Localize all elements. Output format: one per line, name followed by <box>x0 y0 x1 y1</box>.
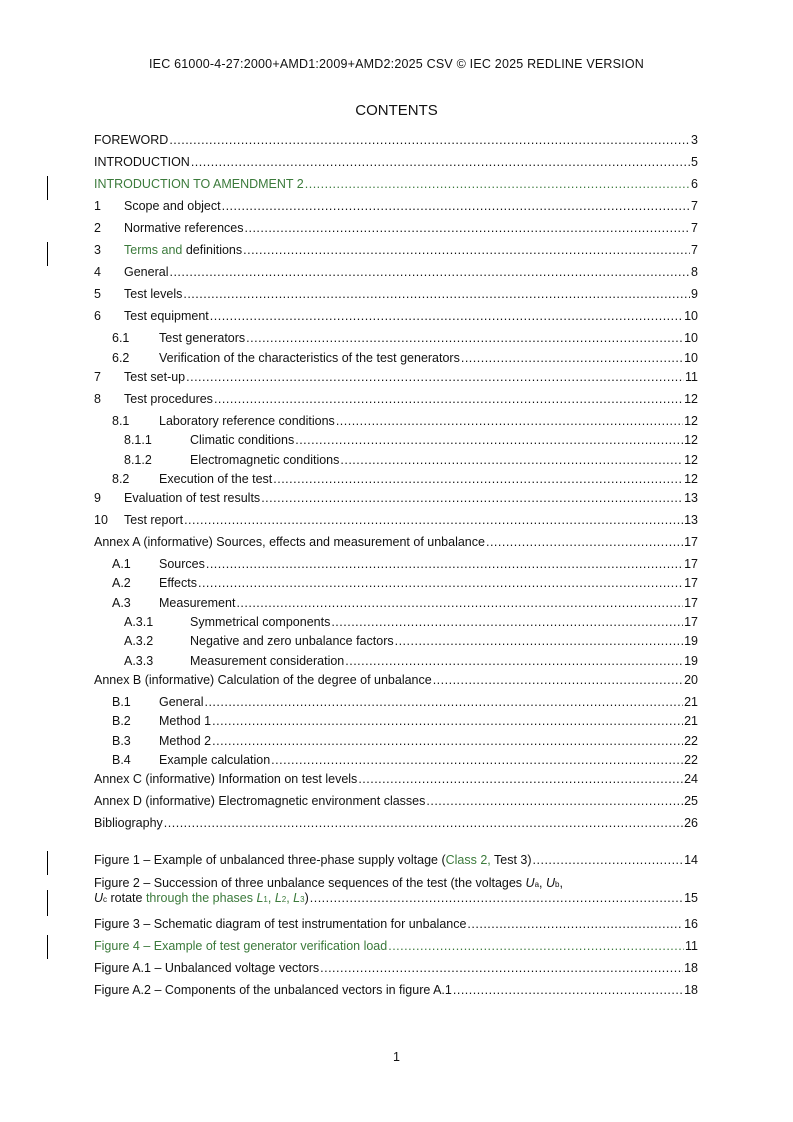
toc-entry-evaluation[interactable]: 9 Evaluation of test results ..... 13 <box>94 491 698 506</box>
toc-entry-electromagnetic[interactable]: 8.1.2 Electromagnetic conditions ..... 12 <box>94 453 698 468</box>
toc-entry-a31[interactable]: A.3.1 Symmetrical components ..... 17 <box>94 615 698 630</box>
change-bar <box>47 890 48 916</box>
toc-entry-terms-definitions[interactable]: 3 Terms and definitions ..... 7 <box>94 243 698 258</box>
toc-entry-normative-references[interactable]: 2 Normative references ..... 7 <box>94 221 698 236</box>
toc-entry-execution[interactable]: 8.2 Execution of the test ..... 12 <box>94 472 698 487</box>
toc-entry-b4[interactable]: B.4 Example calculation ..... 22 <box>94 753 698 768</box>
change-bar <box>47 851 48 875</box>
figure-entry-a2[interactable]: Figure A.2 – Components of the unbalanced vectors in figure A.1 ..... 18 <box>94 983 698 998</box>
toc-entry-general[interactable]: 4 General ..... 8 <box>94 265 698 280</box>
toc-entry-annex-a[interactable]: Annex A (informative) Sources, effects and measurement of unbalance ..... 17 <box>94 535 698 550</box>
toc-entry-b1[interactable]: B.1 General ..... 21 <box>94 695 698 710</box>
toc-entry-annex-b[interactable]: Annex B (informative) Calculation of the degree of unbalance ..... 20 <box>94 673 698 688</box>
figure-entry-3[interactable]: Figure 3 – Schematic diagram of test instrumentation for unbalance ..... 16 <box>94 917 698 932</box>
figure-entry-1[interactable]: Figure 1 – Example of unbalanced three-phase supply voltage ( Class 2, Test 3) ..... 14 <box>94 853 698 868</box>
toc-entry-annex-c[interactable]: Annex C (informative) Information on test levels ..... 24 <box>94 772 698 787</box>
toc-entry-scope[interactable]: 1 Scope and object ..... 7 <box>94 199 698 214</box>
document-header: IEC 61000-4-27:2000+AMD1:2009+AMD2:2025 CSV © IEC 2025 REDLINE VERSION <box>149 57 644 71</box>
toc-entry-verification[interactable]: 6.2 Verification of the characteristics of the test generators ..... 10 <box>94 351 698 366</box>
toc-entry-annex-d[interactable]: Annex D (informative) Electromagnetic environment classes ..... 25 <box>94 794 698 809</box>
toc-entry-introduction[interactable]: INTRODUCTION ..... 5 <box>94 155 698 170</box>
toc-entry-introduction-amendment-2[interactable]: INTRODUCTION TO AMENDMENT 2 ..... 6 <box>94 177 698 192</box>
figure-entry-2-line-2[interactable]: U c rotate through the phases L 1 , L 2 , L 3 ) ..... 15 <box>94 891 698 907</box>
toc-entry-b3[interactable]: B.3 Method 2 ..... 22 <box>94 734 698 749</box>
toc-entry-test-report[interactable]: 10 Test report ..... 13 <box>94 513 698 528</box>
toc-entry-bibliography[interactable]: Bibliography ..... 26 <box>94 816 698 831</box>
figure-entry-a1[interactable]: Figure A.1 – Unbalanced voltage vectors ..... 18 <box>94 961 698 976</box>
toc-entry-foreword[interactable]: FOREWORD ..... 3 <box>94 133 698 148</box>
change-bar <box>47 935 48 959</box>
page-number: 1 <box>393 1050 400 1064</box>
toc-entry-test-levels[interactable]: 5 Test levels ..... 9 <box>94 287 698 302</box>
toc-entry-test-generators[interactable]: 6.1 Test generators ..... 10 <box>94 331 698 346</box>
toc-entry-a3[interactable]: A.3 Measurement ..... 17 <box>94 596 698 611</box>
page-title: CONTENTS <box>355 102 438 119</box>
toc-entry-a32[interactable]: A.3.2 Negative and zero unbalance factors ..... 19 <box>94 634 698 649</box>
toc-entry-test-equipment[interactable]: 6 Test equipment ..... 10 <box>94 309 698 324</box>
figure-entry-2-line-1[interactable]: Figure 2 – Succession of three unbalance sequences of the test (the voltages Ua, Ub, <box>94 876 563 890</box>
toc-entry-a1[interactable]: A.1 Sources ..... 17 <box>94 557 698 572</box>
figure-entry-4[interactable]: Figure 4 – Example of test generator verification load ..... 11 <box>94 939 698 954</box>
toc-entry-a2[interactable]: A.2 Effects ..... 17 <box>94 576 698 591</box>
toc-entry-test-procedures[interactable]: 8 Test procedures ..... 12 <box>94 392 698 407</box>
change-bar <box>47 176 48 200</box>
toc-entry-lab-reference[interactable]: 8.1 Laboratory reference conditions ..... 12 <box>94 414 698 429</box>
toc-entry-test-setup[interactable]: 7 Test set-up ..... 11 <box>94 370 698 385</box>
toc-entry-a33[interactable]: A.3.3 Measurement consideration ..... 19 <box>94 654 698 669</box>
toc-entry-b2[interactable]: B.2 Method 1 ..... 21 <box>94 714 698 729</box>
change-bar <box>47 242 48 266</box>
toc-entry-climatic[interactable]: 8.1.1 Climatic conditions ..... 12 <box>94 433 698 448</box>
